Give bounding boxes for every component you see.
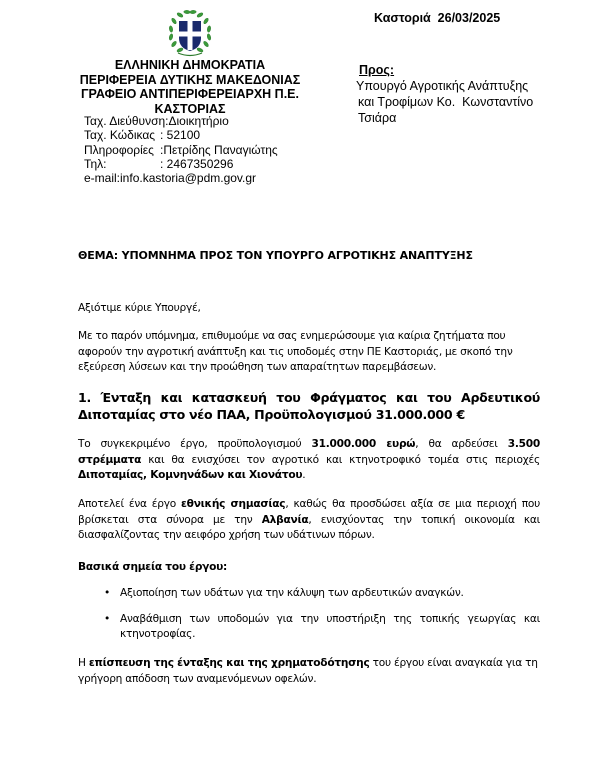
organization-header (70, 58, 310, 116)
phone-value: : 2467350296 (160, 156, 234, 171)
postcode-label: Ταχ. Κώδικας (84, 128, 156, 143)
list-item-text: Αναβάθμιση των υποδομών για την υποστήριξη της τοπικής γεωργίας και κτηνοτροφίας. (120, 612, 540, 640)
org-line: ΕΛΛΗΝΙΚΗ ΔΗΜΟΚΡΑΤΙΑ (114, 58, 266, 72)
section-1-heading: 1. Ένταξη και κατασκευή του Φράγματος και του Αρδευτικού Διποταμίας στο νέο ΠΑΑ, Προϋπολογισμού 31.000.000 € (78, 390, 540, 422)
date-line: Καστοριά 26/03/2025 (374, 11, 501, 25)
text-run: , ενισχύοντας την τοπική οικονομία και διασφαλίζοντας την αειφόρο χρήση των υδάτινων πόρων. (78, 513, 540, 541)
bullet-icon: • (104, 612, 110, 625)
intro-paragraph: Με το παρόν υπόμνημα, επιθυμούμε να σας ενημερώσουμε για καίρια ζητήματα που αφορούν την αγροτική ανάπτυξη και τις υποδομές στην ΠΕ Καστοριάς, με σκοπό την εξεύρεση λύσεων και την προώθηση των απαραίτητων παρεμβάσεων. (78, 330, 513, 373)
email-label: e-mail: (84, 171, 121, 186)
greek-coat-of-arms-icon (164, 8, 216, 58)
email-value[interactable]: info.kastoria@pdm.gov.gr (120, 171, 257, 186)
address-row (84, 114, 278, 128)
org-line: ΓΡΑΦΕΙΟ ΑΝΤΙΠΕΡΙΦΕΡΕΙΑΡΧΗ Π.Ε. (80, 87, 299, 101)
section-1-paragraph-urgency (78, 656, 540, 687)
section-1-paragraph-budget (78, 437, 540, 484)
section-1-paragraph-significance (78, 497, 540, 544)
info-value: :Πετρίδης Παναγιώτης (160, 142, 278, 157)
phone-label: Τηλ: (84, 156, 107, 171)
bold-budget: 31.000.000 ευρώ (311, 438, 416, 450)
key-points-heading: Βασικά σημεία του έργου: (78, 561, 228, 573)
text-run: του έργου είναι αναγκαία για τη γρήγορη απόδοση των αναμενόμενων οφελών. (78, 657, 538, 685)
address-label: Ταχ. Διεύθυνση: (84, 114, 169, 128)
recipient-block (356, 62, 586, 126)
address-value: Διοικητήριο (168, 114, 229, 128)
list-item (78, 612, 540, 643)
bold-national-significance: εθνικής σημασίας (181, 498, 286, 510)
text-run: και θα ενισχύσει τον αγροτικό και κτηνοτροφικό τομέα στις περιοχές (141, 453, 540, 466)
text-run: Αποτελεί ένα έργο (78, 498, 182, 510)
bullet-icon: • (104, 587, 110, 599)
list-item (78, 586, 540, 602)
key-points-list (78, 586, 540, 653)
email-row (84, 171, 278, 185)
bold-area: 3.500 στρέμματα (78, 438, 540, 466)
contact-info (84, 114, 278, 185)
info-label: Πληροφορίες (84, 142, 154, 157)
subject-line: ΘΕΜΑ: ΥΠΟΜΝΗΜΑ ΠΡΟΣ ΤΟΝ ΥΠΟΥΡΓΟ ΑΓΡΟΤΙΚΗΣ ΑΝΑΠΤΥΞΗΣ (78, 249, 473, 262)
postcode-row (84, 128, 278, 142)
text-run: . (302, 469, 306, 481)
to-label: Προς: (359, 63, 395, 77)
recipient-line: και Τροφίμων Κο. Κωνσταντίνο (358, 95, 534, 109)
bold-albania: Αλβανία (261, 513, 309, 526)
recipient-line: Τσιάρα (358, 111, 397, 125)
org-line: ΠΕΡΙΦΕΡΕΙΑ ΔΥΤΙΚΗΣ ΜΑΚΕΔΟΝΙΑΣ (79, 72, 301, 87)
list-item-text: Αξιοποίηση των υδάτων για την κάλυψη των αρδευτικών αναγκών. (120, 587, 464, 599)
recipient-line: Υπουργό Αγροτικής Ανάπτυξης (356, 79, 529, 93)
text-run: , θα αρδεύσει (415, 438, 508, 450)
bold-acceleration: επίσπευση της ένταξης και της χρηματοδότησης (88, 657, 370, 669)
text-run: , καθώς θα προσδώσει αξία σε μια περιοχή που βρίσκεται στα σύνορα με την (78, 498, 540, 526)
org-line: ΚΑΣΤΟΡΙΑΣ (154, 101, 226, 116)
bold-regions: Διποταμίας, Κομνηνάδων και Χιονάτου (78, 469, 303, 481)
greeting: Αξιότιμε κύριε Υπουργέ, (78, 302, 201, 314)
text-run: Το συγκεκριμένο έργο, προϋπολογισμού (78, 438, 312, 450)
info-row (84, 143, 278, 157)
text-run: Η (78, 657, 89, 669)
phone-row (84, 157, 278, 171)
postcode-value: : 52100 (160, 128, 201, 143)
